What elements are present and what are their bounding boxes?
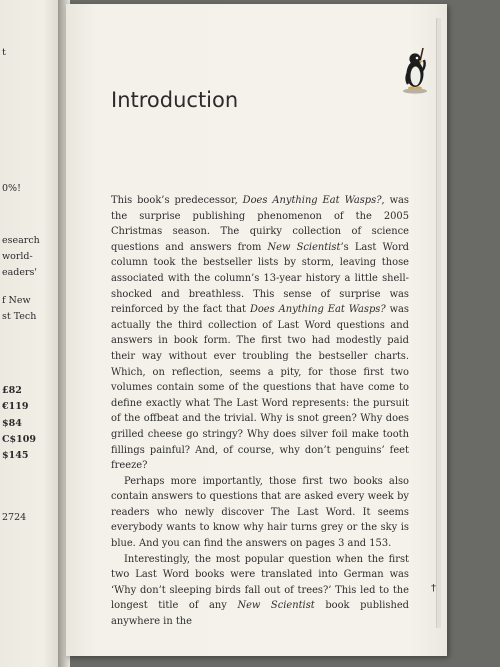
left-page-fragment: eaders': [2, 267, 38, 278]
left-page-fragment: esearch: [2, 235, 40, 246]
penguin-icon: [402, 44, 430, 96]
text-run: book published anywhere in the: [111, 600, 409, 628]
italic-title-run: New Scientist: [267, 241, 341, 253]
left-page-fragment: $145: [2, 450, 29, 461]
left-page-fragment: C$109: [2, 434, 37, 445]
left-page-fragment: 2724: [2, 512, 27, 523]
italic-title-run: Does Anything Eat Wasps?: [249, 304, 386, 316]
body-paragraph: [111, 474, 409, 552]
left-page-fragment: world-: [2, 251, 33, 262]
text-run: Perhaps more importantly, those first two books also contain answers to questions that are asked every week by readers who newly discover The Last Word. It seems everybody wants to know why hair turns grey or the sky is blue. And you can find the answers on pages 3 and 153.: [111, 475, 409, 550]
left-page-fragment: $84: [2, 418, 22, 429]
left-page-fragment: £82: [2, 385, 22, 396]
body-paragraph: [111, 193, 409, 474]
body-text: [111, 193, 409, 630]
italic-title-run: New Scientist: [237, 600, 315, 612]
page-marker: †: [431, 583, 436, 594]
left-page-fragment: 0%!: [2, 183, 21, 194]
page-title: Introduction: [111, 88, 239, 112]
text-run: , was the surprise publishing phenomenon of the 2005 Christmas season. The quirky collection of science questions and answers from: [111, 195, 409, 253]
text-run: This book’s predecessor,: [111, 195, 243, 206]
left-page-fragment: t: [2, 47, 6, 58]
text-run: ’s Last Word column took the bestseller lists by storm, leaving those associated with the column’s 13-year history a little shell-shocked and breathless. This sense of surprise was reinforced by the fact that: [111, 241, 409, 316]
left-page-fragment: €119: [2, 401, 29, 412]
page-edge: [436, 18, 441, 628]
left-page-fragment: st Tech: [2, 311, 37, 322]
body-paragraph: [111, 552, 409, 630]
left-page: [0, 0, 62, 667]
left-page-fragment: f New: [2, 295, 31, 306]
text-run: was actually the third collection of Last Word questions and answers in book form. The first two had modestly paid their way without ever troubling the bestseller charts. Which, on reflection, seems a pity, for those first two volumes contain some of the questions that have come to define exactly what The Last Word represents: the pursuit of the offbeat and the trivial. Why is snot green? Why does grilled cheese go stringy? Why does silver foil make tooth fillings painful? And, of course, why don’t penguins’ feet freeze?: [111, 304, 409, 472]
italic-title-run: Does Anything Eat Wasps?: [242, 195, 382, 206]
text-run: Interestingly, the most popular question when the first two Last Word books were translated into German was ‘Why don’t sleeping birds fall out of trees?’ This led to the longest title of any: [111, 553, 409, 612]
